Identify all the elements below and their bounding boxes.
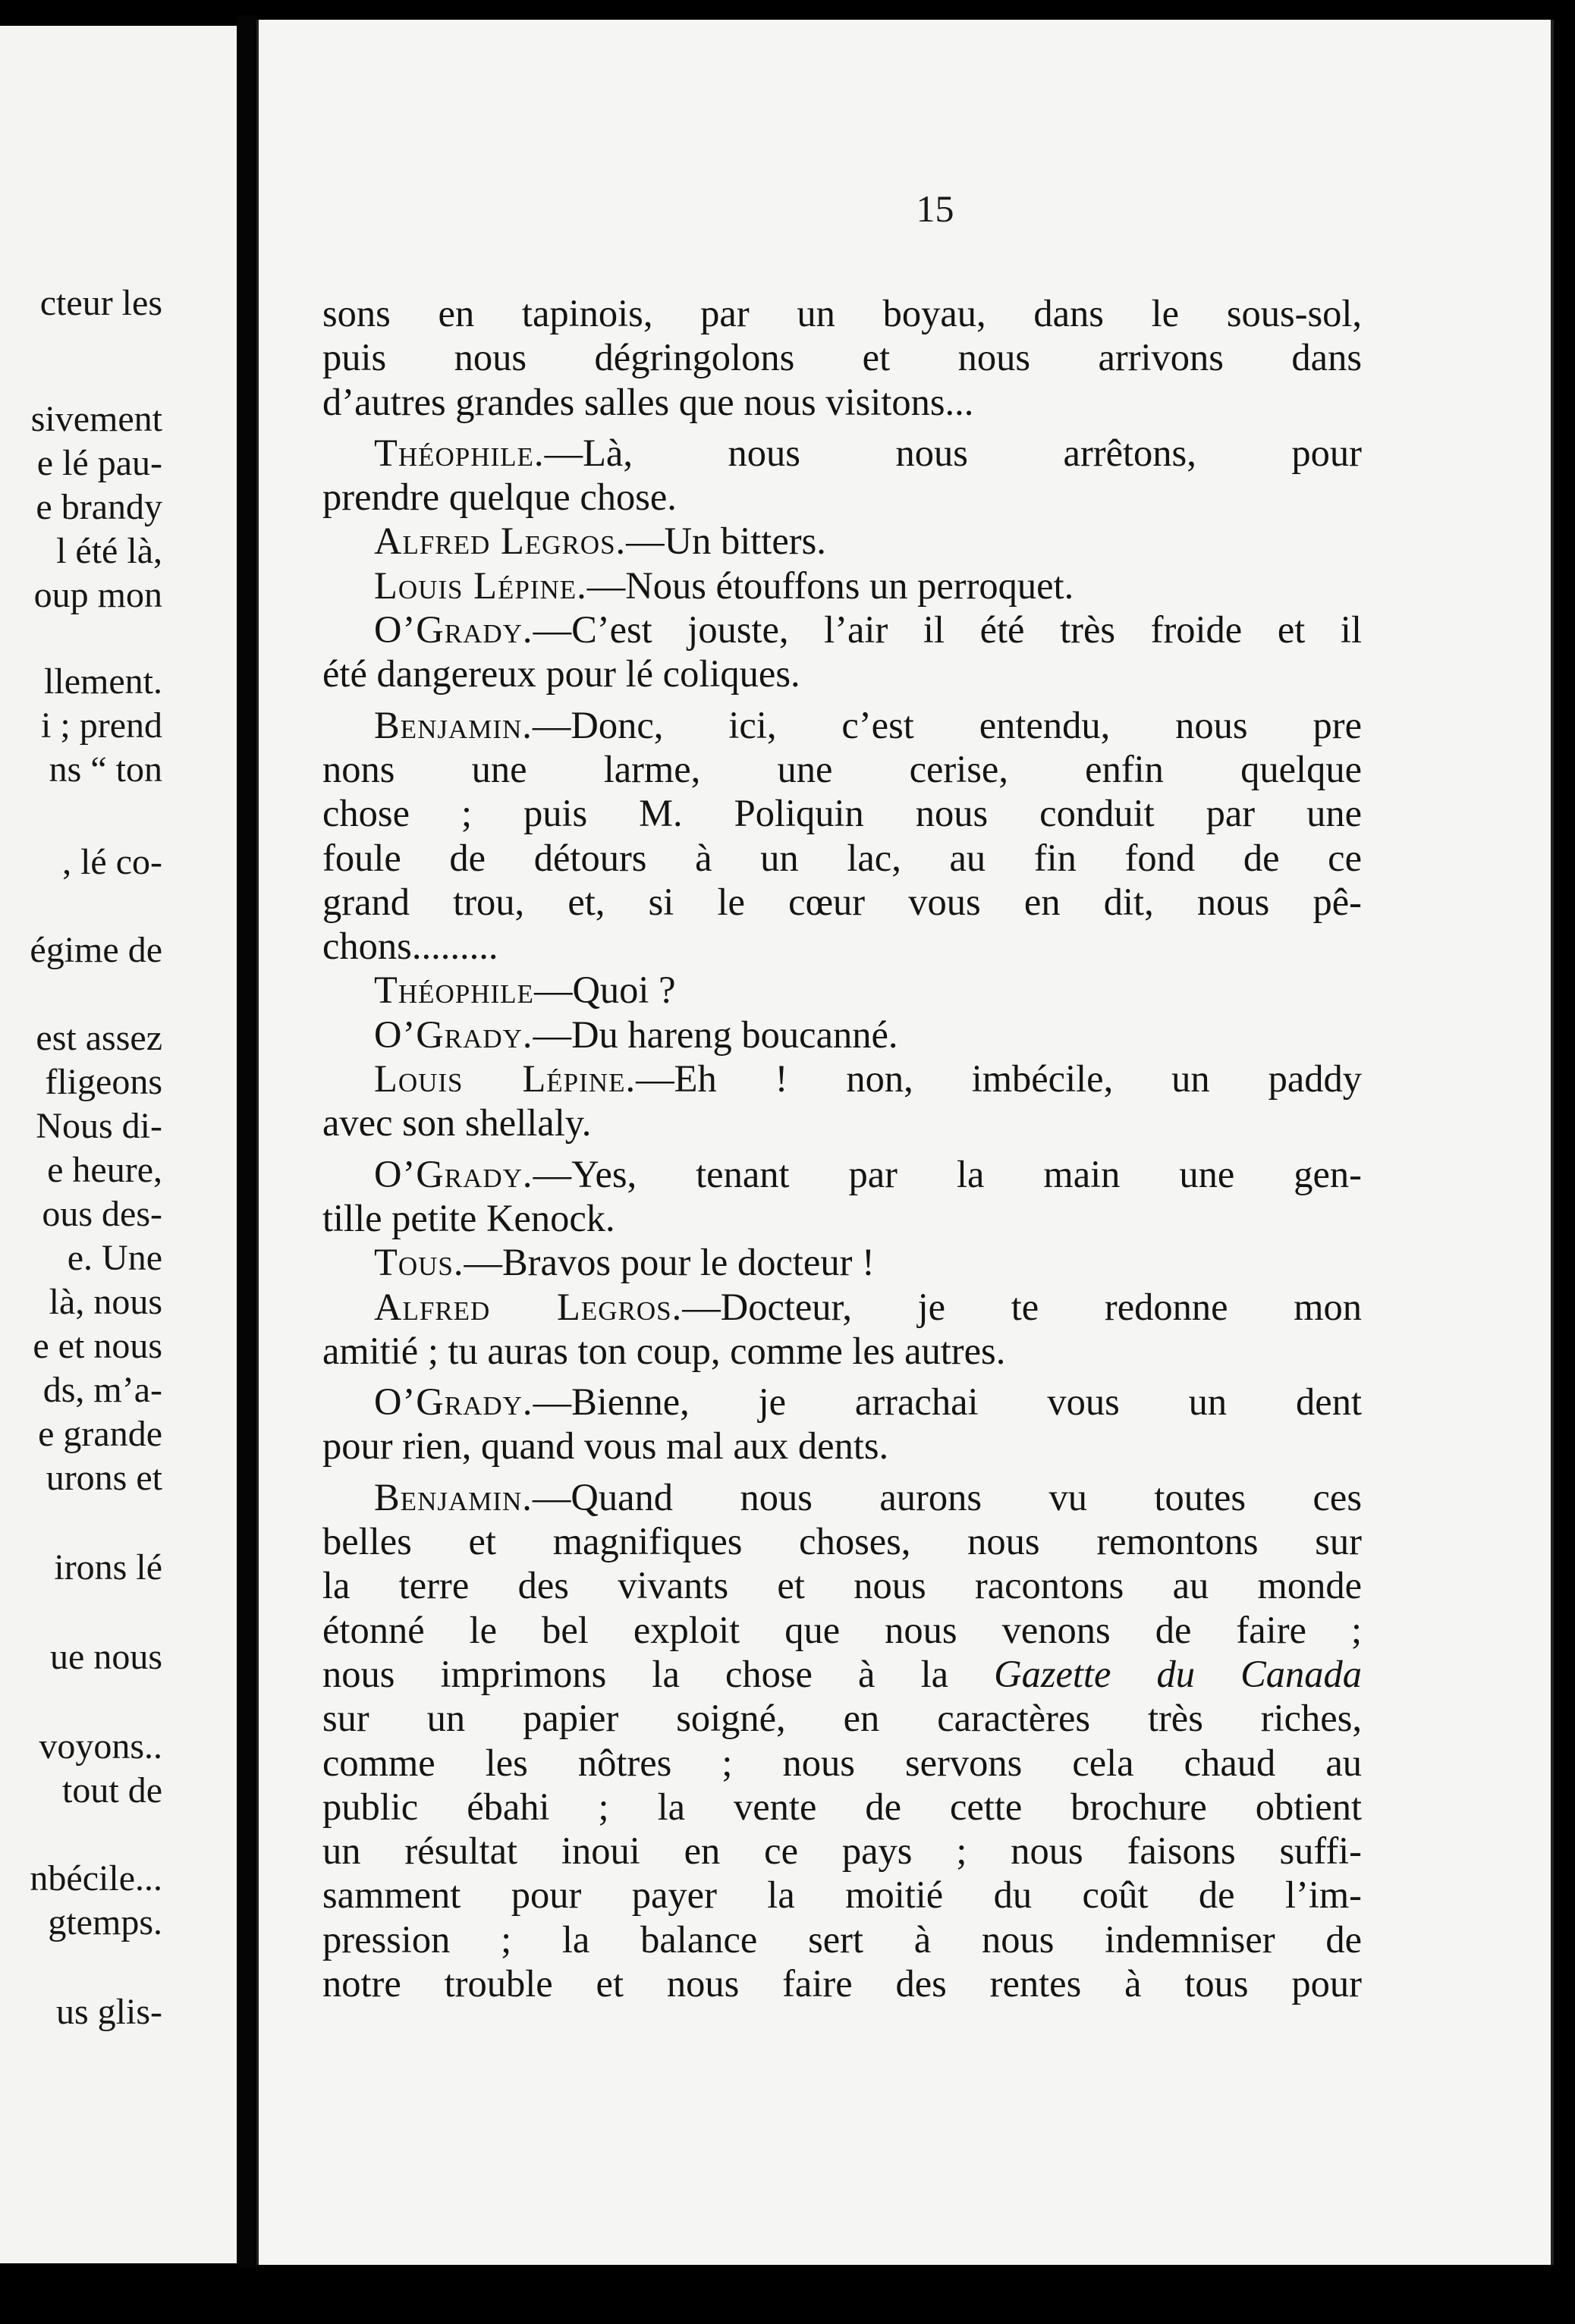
left-page-line: est assez: [36, 1018, 162, 1058]
dialogue-line: Théophile—Quoi ?: [374, 969, 676, 1012]
dialogue-line: Louis Lépine.—Eh ! non, imbécile, un paddy: [374, 1057, 1362, 1101]
body-line: chose ; puis M. Poliquin nous conduit par une: [322, 792, 1362, 835]
left-page-line: là, nous: [49, 1282, 162, 1322]
speaker-name: Alfred Legros.: [374, 1285, 683, 1328]
body-line: nons une larme, une cerise, enfin quelque: [322, 747, 1362, 790]
body-line: grand trou, et, si le cœur vous en dit, nous pê-: [322, 880, 1362, 923]
left-page-fragment: [0, 26, 237, 2263]
left-page-line: tout de: [62, 1770, 162, 1811]
left-page-line: voyons..: [39, 1726, 162, 1767]
dialogue-line: Théophile.—Là, nous nous arrêtons, pour: [374, 431, 1362, 474]
speaker-name: Benjamin.: [374, 703, 533, 746]
newspaper-title: Gazette du Canada: [994, 1652, 1362, 1695]
dialogue-line: Benjamin.—Donc, ici, c’est entendu, nous pre: [374, 703, 1362, 746]
left-page-line: ns “ ton: [49, 749, 162, 790]
body-line: puis nous dégringolons et nous arrivons dans: [322, 336, 1362, 379]
left-page-line: e grande: [38, 1414, 162, 1454]
body-line: prendre quelque chose.: [322, 476, 677, 519]
body-line: été dangereux pour lé coliques.: [322, 652, 800, 696]
body-line: samment pour payer la moitié du coût de l’im-: [322, 1873, 1362, 1917]
dialogue-line: O’Grady.—Du hareng boucanné.: [374, 1013, 898, 1056]
speaker-name: Benjamin.: [374, 1475, 533, 1518]
body-line: foule de détours à un lac, au fin fond de ce: [322, 836, 1362, 879]
speaker-name: O’Grady.: [374, 1152, 533, 1195]
speaker-name: O’Grady.: [374, 1013, 533, 1056]
left-page-line: ds, m’a-: [42, 1370, 162, 1410]
left-page-line: e et nous: [33, 1326, 162, 1366]
speaker-name: Alfred Legros.: [374, 520, 627, 563]
body-line: amitié ; tu auras ton coup, comme les autres.: [322, 1329, 1006, 1372]
body-line: comme les nôtres ; nous servons cela chaud au: [322, 1741, 1362, 1784]
left-page-line: cteur les: [39, 283, 162, 323]
speaker-name: Tous.: [374, 1241, 464, 1284]
left-page-line: irons lé: [54, 1547, 162, 1588]
left-page-line: fligeons: [45, 1062, 162, 1102]
left-page-line: gtemps.: [48, 1902, 162, 1942]
body-line: sons en tapinois, par un boyau, dans le sous-sol,: [322, 292, 1362, 334]
dialogue-line: Louis Lépine.—Nous étouffons un perroquet.: [374, 564, 1074, 607]
body-line: la terre des vivants et nous racontons au monde: [322, 1564, 1362, 1607]
left-page-line: ous des-: [42, 1194, 162, 1234]
left-page-line: oup mon: [33, 575, 162, 615]
dialogue-line: O’Grady.—C’est jouste, l’air il été très froide et il: [374, 608, 1362, 652]
body-line: public ébahi ; la vente de cette brochure obtient: [322, 1785, 1362, 1828]
body-line: étonné le bel exploit que nous venons de faire ;: [322, 1608, 1362, 1651]
speaker-name: Théophile: [374, 969, 534, 1012]
dialogue-line: Benjamin.—Quand nous aurons vu toutes ces: [374, 1475, 1362, 1518]
body-line: pour rien, quand vous mal aux dents.: [322, 1424, 889, 1468]
body-line: notre trouble et nous faire des rentes à tous pour: [322, 1961, 1362, 2005]
body-line: avec son shellaly.: [322, 1101, 592, 1145]
left-page-line: i ; prend: [41, 705, 162, 746]
body-line: sur un papier soigné, en caractères très riches,: [322, 1697, 1362, 1740]
left-page-line: e lé pau-: [36, 443, 162, 483]
speaker-name: Théophile.: [374, 431, 545, 474]
left-page-line: e. Une: [67, 1238, 162, 1278]
left-page-line: égime de: [30, 930, 162, 970]
body-line: tille petite Kenock.: [322, 1196, 615, 1239]
scan-bottom-edge: [0, 2268, 1575, 2324]
left-page-line: nbécile...: [30, 1858, 162, 1898]
left-page-line: ue nous: [50, 1637, 162, 1677]
body-line: pression ; la balance sert à nous indemniser de: [322, 1917, 1362, 1961]
page-body: [322, 291, 1362, 2005]
page-number: 15: [916, 187, 954, 230]
left-page-line: llement.: [44, 661, 162, 702]
body-line: belles et magnifiques choses, nous remontons sur: [322, 1520, 1362, 1563]
speaker-name: Louis Lépine.: [374, 564, 587, 607]
dialogue-line: Alfred Legros.—Docteur, je te redonne mon: [374, 1285, 1362, 1328]
dialogue-line: Tous.—Bravos pour le docteur !: [374, 1241, 875, 1284]
body-line: un résultat inoui en ce pays ; nous faisons suffi-: [322, 1829, 1362, 1873]
left-page-line: sivement: [30, 399, 162, 439]
right-page: [256, 20, 1554, 2265]
body-line: d’autres grandes salles que nous visitons...: [322, 380, 974, 423]
left-page-line: l été là,: [56, 531, 162, 571]
left-page-line: e heure,: [47, 1150, 162, 1190]
speaker-name: O’Grady.: [374, 608, 533, 652]
dialogue-line: O’Grady.—Yes, tenant par la main une gen-: [374, 1152, 1362, 1195]
left-page-line: Nous di-: [36, 1106, 162, 1146]
left-page-line: e brandy: [36, 487, 162, 527]
left-page-line: us glis-: [55, 1992, 162, 2032]
left-page-line: , lé co-: [62, 842, 162, 882]
speaker-name: Louis Lépine.: [374, 1057, 637, 1101]
dialogue-line: O’Grady.—Bienne, je arrachai vous un dent: [374, 1380, 1362, 1424]
dialogue-line: Alfred Legros.—Un bitters.: [374, 520, 826, 563]
speaker-name: O’Grady.: [374, 1380, 533, 1424]
body-line: chons.........: [322, 925, 498, 968]
left-page-line: urons et: [46, 1458, 162, 1498]
body-line: nous imprimons la chose à la Gazette du Canada: [322, 1652, 1362, 1695]
